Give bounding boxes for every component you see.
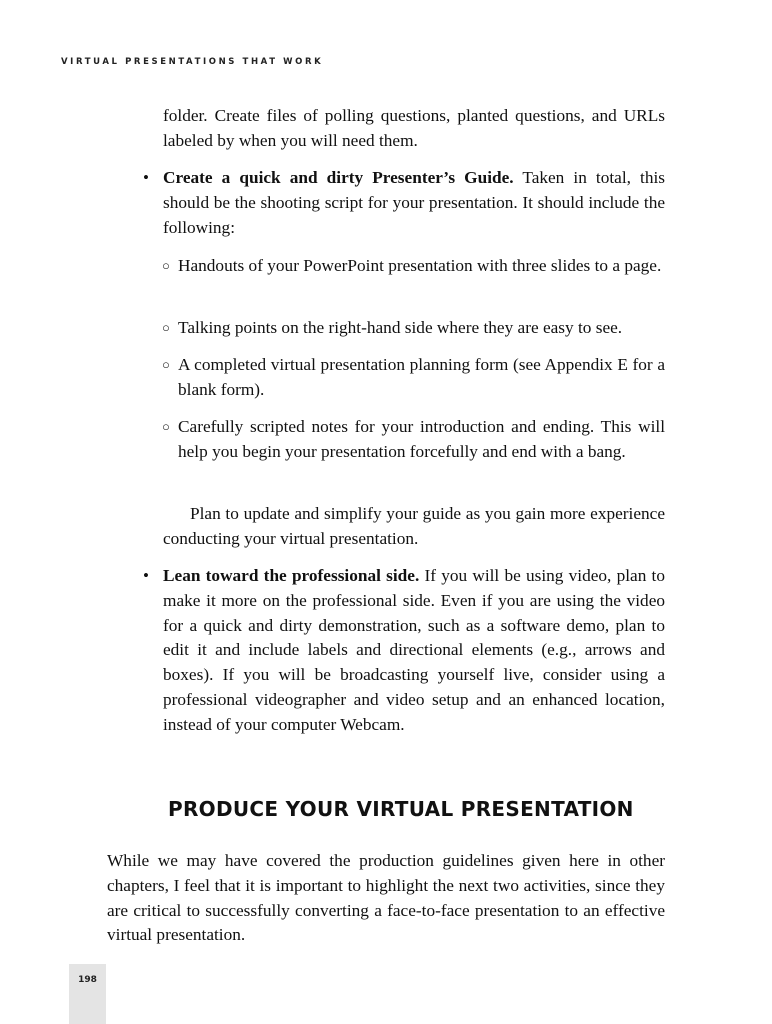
folio-bar (69, 964, 106, 1024)
sub-item-scripted-notes (162, 415, 665, 465)
sub-bullet-icon: ○ (162, 258, 170, 273)
bullet-presenters-guide (143, 166, 665, 240)
sub-item-text: Talking points on the right-hand side where they are easy to see. (178, 318, 623, 337)
sub-item-text: Handouts of your PowerPoint presentation with three slides to a page. (178, 256, 662, 275)
section-heading: PRODUCE YOUR VIRTUAL PRESENTATION (168, 797, 634, 821)
running-head: VIRTUAL PRESENTATIONS THAT WORK (61, 57, 324, 67)
bullet-dot-icon: • (143, 566, 149, 585)
sub-bullet-icon: ○ (162, 320, 170, 335)
sub-bullet-icon: ○ (162, 357, 170, 372)
sub-bullet-icon: ○ (162, 419, 170, 434)
bullet-presenters-guide-title: Create a quick and dirty Presenter’s Guide. (163, 168, 514, 187)
page-number: 198 (78, 975, 97, 985)
bullet-professional-side (143, 564, 665, 738)
bullet-professional-side-text: If you will be using video, plan to make it more on the professional side. Even if you are using the video for a quick and dirty demonstration, such as a software demo, plan to edit it and include labels and directional elements (e.g., arrows and boxes). If you will be broadcasting yourself live, consider using a professional videographer and video setup and an enhanced location, instead of your computer Webcam. (163, 566, 665, 734)
continuation-paragraph: folder. Create files of polling questions, planted questions, and URLs labeled by when you will need them. (163, 106, 665, 150)
sub-item-talking-points (162, 316, 665, 341)
sub-item-text: Carefully scripted notes for your introduction and ending. This will help you begin your presentation forcefully and end with a bang. (178, 417, 665, 461)
bullet-dot-icon: • (143, 168, 149, 187)
sub-item-handouts (162, 254, 665, 279)
sub-item-text: A completed virtual presentation planning form (see Appendix E for a blank form). (178, 355, 665, 399)
guide-note-paragraph: Plan to update and simplify your guide as you gain more experience conducting your virtual presentation. (163, 504, 665, 548)
bullet-presenters-guide-text: Taken in total, this should be the shooting script for your presentation. It should include the following: (163, 168, 665, 237)
sub-item-planning-form (162, 353, 665, 403)
bullet-professional-side-title: Lean toward the professional side. (163, 566, 420, 585)
intro-paragraph: While we may have covered the production guidelines given here in other chapters, I feel that it is important to highlight the next two activities, since they are critical to successfully converting a face-to-face presentation to an effective virtual presentation. (107, 851, 665, 945)
